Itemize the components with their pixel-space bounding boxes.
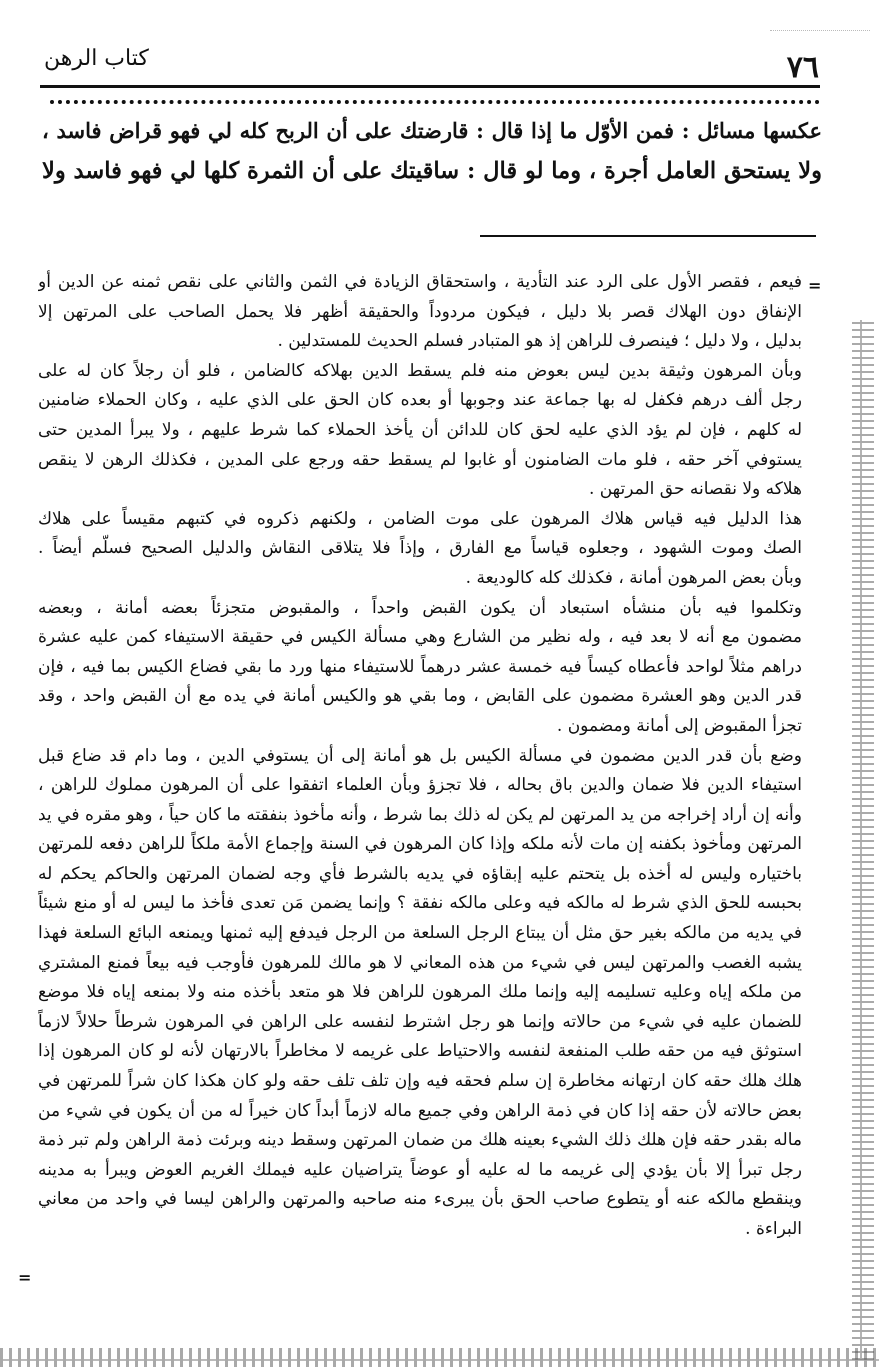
footnote-line: للضمان عليه في شيء من حالاته وإنما هو رجل اشترط لنفسه على الراهن في المرهون شرطاً حلالاً لازماً	[38, 1011, 802, 1032]
footnote-line: ماله بقدر حقه فإن هلك ذلك الشيء بعينه هلك من ضمان المرتهن وسقط دينه وبرئت ذمة الراهن ولم تبر ذمة	[38, 1130, 802, 1151]
footnote-separator	[480, 235, 816, 237]
footnote-line: في يديه من مالكه بغير حق مثل أن يبتاع الرجل السلعة من الرجل فيدفع إليه ثمنها ويمنعه البائع السلعة فهذا	[38, 923, 802, 944]
footnote-line: استيفاء الدين فلا ضمان والدين باق بحاله ، فلا تجزؤ وبأن العلماء اتفقوا على أن المرهون مملوك للراهن ،	[38, 775, 802, 796]
footnote-line: مضمون مع أنه لا بعد فيه ، وله نظير من الشارع وهي مسألة الكيس في حقيقة الاستيفاء كمن عليه عشرة	[38, 627, 802, 648]
footnote-line: وضع بأن قدر الدين مضمون في مسألة الكيس بل هو أمانة إلى أن يستوفي الدين ، وما دام قد ضاع قبل	[38, 745, 802, 766]
main-text	[42, 110, 822, 192]
footnote-line: قدر الدين وهو العشرة مضمون على القابض ، وما بقي هو والكيس أمانة في يده مع أن القبض واحد ، وقد	[38, 686, 802, 707]
scan-edge-border-right	[852, 320, 874, 1360]
footnote-line: فيعم ، فقصر الأول على الرد عند التأدية ، واستحقاق الزيادة في الثمن والثاني على نقص ثمنه عن الدين أو	[38, 272, 802, 292]
scan-edge-border-bottom	[0, 1348, 879, 1367]
footnote-line: هلاكه ولا نقصانه حق المرتهن .	[588, 479, 802, 500]
footnote-line: البراءة .	[745, 1219, 802, 1239]
footnote-line: الإنفاق دون الهلاك قصر بلا دليل ، فيكون مردوداً والحقيقة أظهر فلا يحمل الصاحب على المرتهن إلا	[38, 301, 802, 322]
dotted-separator	[50, 100, 820, 104]
scan-speckle	[770, 30, 870, 37]
main-text-line: عكسها مسائل : فمن الأوّل ما إذا قال : قارضتك على أن الربح كله لي فهو قراض فاسد ،	[42, 118, 822, 143]
footnote-line: هذا الدليل فيه قياس هلاك المرهون على موت الضامن ، ولكنهم ذكروه في كتبهم مقيساً على هلاك	[38, 508, 802, 529]
footnote-line: استوثق فيه من حقه طلب المنفعة لنفسه والاحتياط على غريمه لا مخاطراً بالارتهان لأنه لو كان المرهون إذا	[38, 1041, 802, 1062]
footnote-line: وبأن بعض المرهون أمانة ، فكذلك كله كالوديعة .	[465, 567, 802, 588]
footnote-line: وتكلموا فيه بأن منشأه استبعاد أن يكون القبض واحداً ، والمقبوض متجزئاً بعضه أمانة ، وبعضه	[38, 597, 802, 618]
footnote-line: المرتهن ومأخوذ بكفنه إن مات لأنه ملكه وإذا كان المرهون في السنة وإجماع الأمة ملكاً للراهن دفعه للمرتهن	[38, 834, 802, 855]
continuation-marker-start: =	[808, 276, 822, 295]
footnote-line: تجزأ المقبوض إلى أمانة ومضمون .	[556, 715, 802, 736]
footnote-line: يستوفي آخر حقه ، فلو مات الضامنون أو غابوا لم يسقط حقه ورجع على المدين ، فكذلك الرهن لا ينقص	[38, 449, 802, 470]
footnote-line: هلك هلك حقه كان ارتهانه مخاطرة إن سلم فحقه فيه وإن تلف تلف حقه ولو كان هكذا كان شراً للمرتهن في	[38, 1071, 802, 1092]
footnote-line: وينقطع مالكه عنه أو يتطوع صاحب الحق بأن يبرىء منه صاحبه والمرتهن والراهن ليسا في واحد من معاني	[38, 1189, 802, 1210]
footnote-line: يشبه الغصب والمرتهن ليس في شيء من هذه المعاني لا هو مالك للمرهون فأوجب فيه بيعاً فمنع المشتري	[38, 952, 802, 973]
footnote-line: رجل ألف درهم فكفل له بها جماعة عند وجوبها أو بعده كان الحق على الذي عليه ، وكان الحملاء ضامنين	[38, 390, 802, 411]
footnote-line: بعض حالاته لأن حقه إذا كان في ذمة الراهن وفي جميع ماله لازماً أبداً كان خيراً له من أن يكون في شيء من	[38, 1100, 802, 1121]
running-header-title: كتاب الرهن	[44, 46, 149, 71]
footnote-line: بدليل ، ولا دليل ؛ فينصرف للراهن إذ هو المتبادر فسلم الحديث للمستدلين .	[277, 331, 802, 352]
main-text-line: ولا يستحق العامل أجرة ، وما لو قال : ساقيتك على أن الثمرة كلها لي فهو فاسد ولا	[42, 158, 822, 184]
footnote-line: دراهم مثلاً لواحد فأعطاه كيساً فيه خمسة عشر درهماً للاستيفاء منها ورد ما بقي فضاع الكيس بما فيه ، فإن	[38, 656, 802, 677]
footnote-line: وأنه إن أراد إخراجه من يد المرتهن لم يكن له ذلك بما شرط ، وأنه مأخوذ بنفقته ما كان حياً ، وهو مقره في يد	[38, 804, 802, 825]
footnote-line: له كلهم ، فإن لم يؤد الذي عليه لحق كان للدائن أن يأخذ الحملاء كما شرط عليهم ، ولا يبرأ المدين حتى	[38, 419, 802, 440]
footnote-line: رجل تبرأ إلا بأن يؤدي إلى غريمه ما له عليه أو عوضاً يتراضيان عليه فيملك الغريم العوض ويبرأ به مدينه	[38, 1159, 802, 1180]
footnote-line: وبأن المرهون وثيقة بدين ليس بعوض منه فلم يسقط الدين بهلاكه كالضامن ، فلو أن رجلاً كان له على	[38, 360, 802, 381]
footnote-line: باختياره وليس له أخذه بل يتحتم عليه إبقاؤه في يديه بالشرط فأي وجه لضمان المرتهن والحاكم يحكم له	[38, 863, 802, 884]
footnote-line: بحبسه للحق الذي شرط له مالكه فيه وعلى مالكه نفقة ؟ وإنما يضمن مَن تعدى فأخذ ما ليس له أو منع شيئاً	[38, 893, 802, 914]
footnote-line: الصك وموت الشهود ، وجعلوه قياساً مع الفارق ، وإذاً فلا يتلاقى النقاش والدليل الصحيح فسلّم أيضاً .	[38, 538, 802, 559]
footnote-block	[38, 268, 802, 1245]
continuation-marker-end: =	[18, 1268, 32, 1287]
header-rule	[40, 85, 820, 88]
footnote-line: من ملكه إياه وعليه تسليمه إليه وإنما ملك المرهون للراهن فلا هو متعد بأخذه منه ولا بمنعه إياه فلا موضع	[38, 982, 802, 1003]
page-number: ٧٦	[786, 50, 819, 85]
